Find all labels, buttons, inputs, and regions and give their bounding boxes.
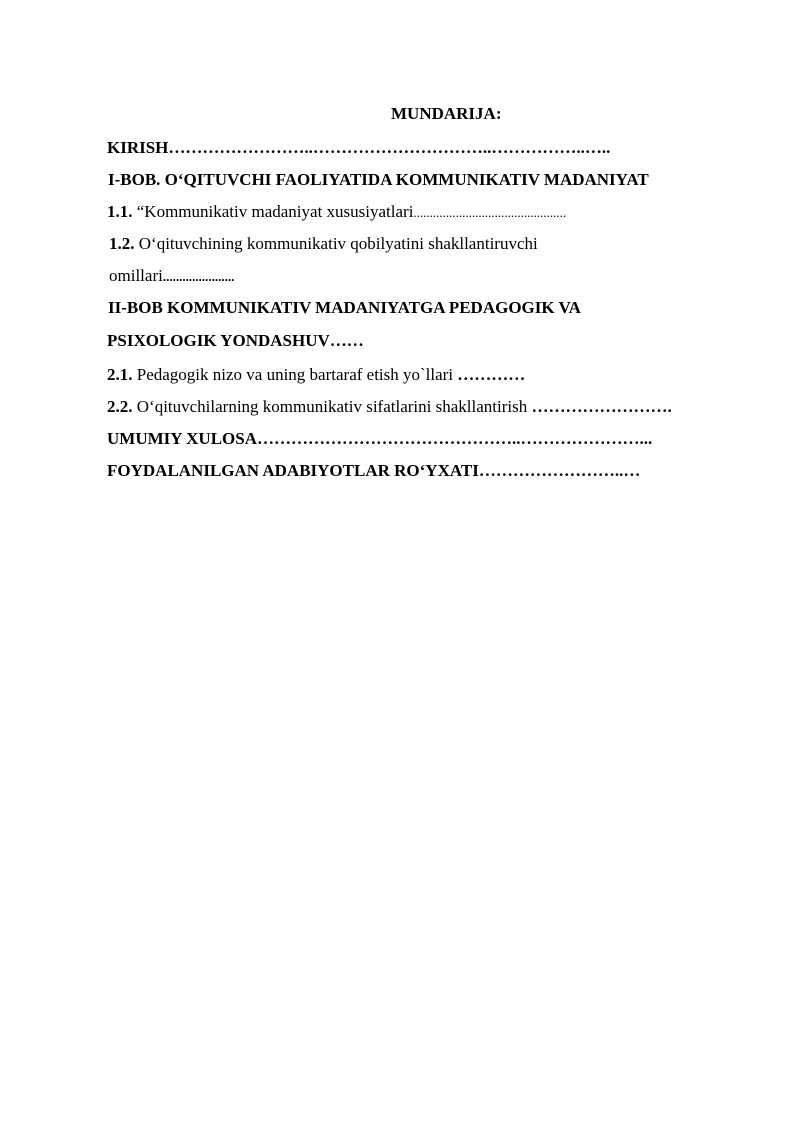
toc-entry-chapter-2 bbox=[108, 298, 581, 318]
entry-label: FOYDALANILGAN ADABIYOTLAR RO‘YXATI……………………..… bbox=[107, 461, 641, 480]
toc-entry-1-2 bbox=[109, 234, 538, 254]
entry-text: omillari bbox=[109, 266, 163, 285]
entry-leader: ………… bbox=[457, 365, 526, 384]
toc-entry-kirish bbox=[107, 138, 610, 158]
entry-text: “Kommunikativ madaniyat xususiyatlari bbox=[132, 202, 414, 221]
entry-label: UMUMIY XULOSA………………………………………..…………………... bbox=[107, 429, 653, 448]
entry-number: 1.2. bbox=[109, 234, 135, 253]
toc-entry-2-2 bbox=[107, 397, 672, 417]
toc-entry-chapter-1 bbox=[108, 170, 649, 190]
entry-text: Pedagogik nizo va uning bartaraf etish yo`llari bbox=[132, 365, 458, 384]
entry-text: O‘qituvchilarning kommunikativ sifatlarini shakllantirish bbox=[132, 397, 532, 416]
toc-entry-1-1 bbox=[107, 202, 566, 223]
toc-entry-conclusion bbox=[107, 429, 652, 449]
entry-label: II-BOB KOMMUNIKATIV MADANIYATGA PEDAGOGIK VA bbox=[108, 298, 581, 317]
toc-entry-2-1 bbox=[107, 365, 525, 385]
entry-label: KIRISH……………………..…………………………..……………..….. bbox=[107, 138, 611, 157]
entry-text: O‘qituvchining kommunikativ qobilyatini shakllantiruvchi bbox=[134, 234, 538, 253]
toc-entry-1-2-continued bbox=[109, 266, 234, 287]
entry-label: PSIXOLOGIK YONDASHUV…… bbox=[107, 331, 364, 350]
entry-label: I-BOB. O‘QITUVCHI FAOLIYATIDA KOMMUNIKATIV MADANIYAT bbox=[108, 170, 649, 189]
toc-entry-references bbox=[107, 461, 640, 481]
entry-number: 2.2. bbox=[107, 397, 133, 416]
entry-leader: ............................................... bbox=[413, 205, 567, 220]
entry-number: 2.1. bbox=[107, 365, 133, 384]
page-title: MUNDARIJA: bbox=[391, 104, 502, 123]
entry-number: 1.1. bbox=[107, 202, 133, 221]
entry-leader: ……………………. bbox=[531, 397, 672, 416]
toc-entry-chapter-2-continued bbox=[107, 331, 364, 351]
entry-leader: ...................... bbox=[162, 269, 235, 284]
